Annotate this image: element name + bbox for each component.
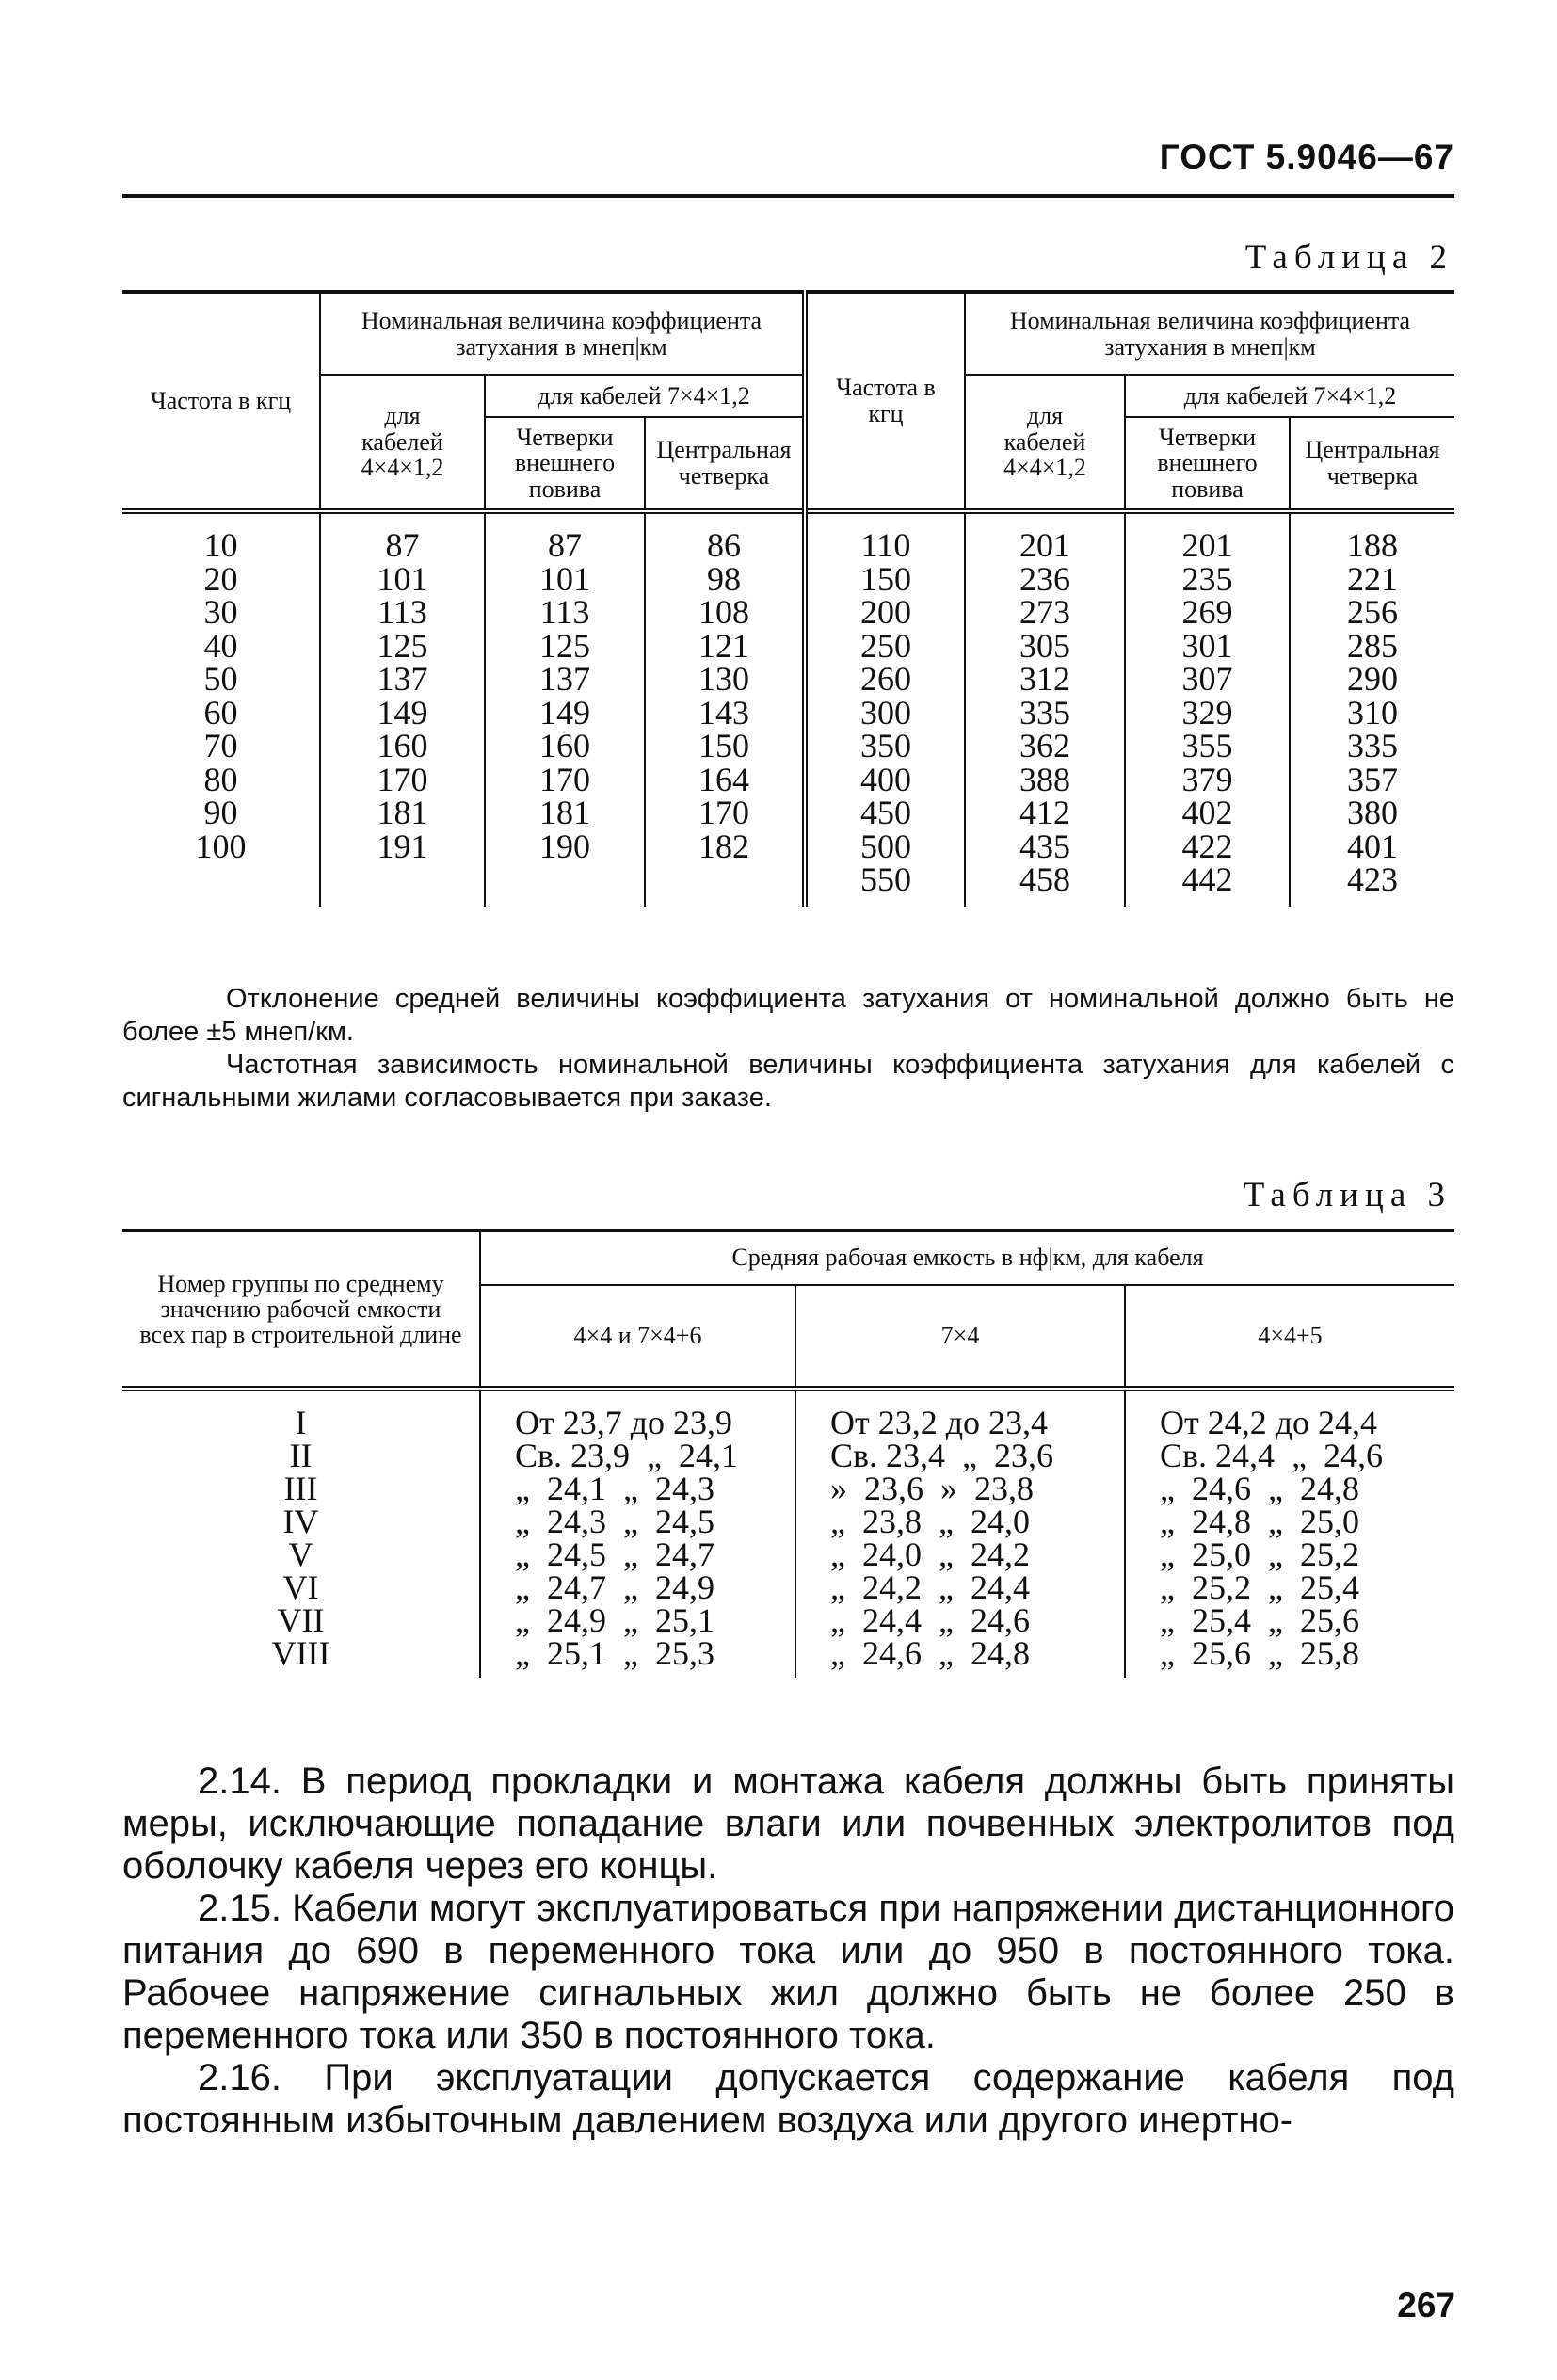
table2-row	[122, 511, 1454, 563]
table2-cell: 357	[1290, 764, 1454, 797]
table2-cell: 90	[203, 794, 238, 831]
table2-cell: 137	[320, 663, 485, 697]
table3-row	[122, 1538, 1454, 1571]
table2-cell: 87	[485, 511, 645, 563]
table2-cell: 412	[965, 796, 1125, 830]
table3-range-cell: „ 24,9 „ 25,1	[480, 1604, 795, 1637]
table3-range-cell: „ 24,0 „ 24,2	[795, 1538, 1125, 1571]
table2-cell: 458	[965, 863, 1125, 907]
table2-cell: 150	[805, 563, 965, 597]
table2-body	[122, 511, 1454, 907]
table2-cell: 310	[1290, 697, 1454, 731]
table3-group-number: I	[295, 1404, 307, 1441]
table2-row	[122, 830, 1454, 864]
table3-row	[122, 1604, 1454, 1637]
table2-row	[122, 863, 1454, 907]
table2-cell: 300	[805, 697, 965, 731]
table2-cell: 236	[965, 563, 1125, 597]
table3-group-number: II	[289, 1437, 313, 1474]
table2-cell: 191	[320, 830, 485, 864]
table3-range-cell: От 24,2 до 24,4	[1125, 1389, 1454, 1439]
table2-header-central-left: Центральная четверка	[645, 417, 805, 511]
table2-cell: 20	[203, 559, 238, 598]
table2-header-4x4-left: для кабелей 4×4×1,2	[320, 375, 485, 511]
table3-range-cell: „ 24,2 „ 24,4	[795, 1571, 1125, 1604]
table2-cell: 143	[645, 697, 805, 731]
table2-cell: 401	[1290, 830, 1454, 864]
table2-cell: 150	[645, 730, 805, 764]
table2-cell: 188	[1290, 511, 1454, 563]
table2-cell: 442	[1125, 863, 1290, 907]
table2-cell: 113	[485, 596, 645, 630]
table2-cell: 40	[203, 626, 238, 665]
table3-header-col2: 7×4	[795, 1285, 1125, 1389]
table2-header-central-right: Центральная четверка	[1290, 417, 1454, 511]
table2-cell: 137	[485, 663, 645, 697]
table2-cell: 201	[965, 511, 1125, 563]
table2-cell: 305	[965, 630, 1125, 664]
table3-row	[122, 1571, 1454, 1604]
page-header	[122, 132, 1454, 198]
table2-cell: 307	[1125, 663, 1290, 697]
table3-row	[122, 1505, 1454, 1538]
section-text	[122, 1761, 1454, 2142]
table3-range-cell: Св. 23,9 „ 24,1	[480, 1439, 795, 1472]
table3-range-cell: „ 25,6 „ 25,8	[1125, 1637, 1454, 1678]
table2-cell	[320, 863, 485, 907]
table2-cell: 121	[645, 630, 805, 664]
table2-caption: Таблица 2	[1244, 238, 1453, 277]
table2-row	[122, 764, 1454, 797]
table2-cell: 113	[320, 596, 485, 630]
table2-cell: 149	[320, 697, 485, 731]
table2-cell: 435	[965, 830, 1125, 864]
table3-range-cell: „ 24,5 „ 24,7	[480, 1538, 795, 1571]
table2-cell: 329	[1125, 697, 1290, 731]
table2	[122, 290, 1454, 907]
table2-cell: 201	[1125, 511, 1290, 563]
table2-cell: 221	[1290, 563, 1454, 597]
table2-header-nominal-left: Номинальная величина коэффициента затухания в мнеп|км	[320, 292, 805, 375]
table3-range-cell: „ 25,2 „ 25,4	[1125, 1571, 1454, 1604]
table3-range-cell: „ 24,6 „ 24,8	[1125, 1472, 1454, 1505]
table2-cell: 125	[320, 630, 485, 664]
table3-range-cell: „ 23,8 „ 24,0	[795, 1505, 1125, 1538]
table2-cell: 50	[203, 660, 238, 698]
table3-range-cell: „ 24,4 „ 24,6	[795, 1604, 1125, 1637]
table2-cell: 170	[320, 764, 485, 797]
table2-cell: 285	[1290, 630, 1454, 664]
table3-range-cell: „ 24,7 „ 24,9	[480, 1571, 795, 1604]
table3-range-cell: „ 25,1 „ 25,3	[480, 1637, 795, 1678]
table2-header-outer-left: Четверки внешнего повива	[485, 417, 645, 511]
table2-cell: 256	[1290, 596, 1454, 630]
table3-group-number: V	[288, 1536, 313, 1573]
table2-cell: 70	[203, 727, 238, 764]
table2-cell: 269	[1125, 596, 1290, 630]
table3-group-number: VI	[282, 1568, 319, 1606]
table3-range-cell: „ 24,6 „ 24,8	[795, 1637, 1125, 1678]
table2-cell: 170	[485, 764, 645, 797]
table2-row	[122, 663, 1454, 697]
table3-range-cell: „ 24,8 „ 25,0	[1125, 1505, 1454, 1538]
table2-cell: 60	[203, 693, 238, 732]
table2-cell: 301	[1125, 630, 1290, 664]
table2-cell: 260	[805, 663, 965, 697]
table3-range-cell: „ 25,0 „ 25,2	[1125, 1538, 1454, 1571]
table2-cell: 86	[645, 511, 805, 563]
table2-cell: 422	[1125, 830, 1290, 864]
table3-body	[122, 1389, 1454, 1678]
table2-row	[122, 697, 1454, 731]
table2-header-7x4-right: для кабелей 7×4×1,2	[1125, 375, 1454, 417]
table3-group-number: VII	[277, 1601, 325, 1639]
table3-range-cell: „ 24,3 „ 24,5	[480, 1505, 795, 1538]
table2-cell: 235	[1125, 563, 1290, 597]
page-number: 267	[1397, 2286, 1455, 2324]
table2-cell: 30	[203, 593, 238, 631]
table2-cell: 181	[485, 796, 645, 830]
table2-cell: 550	[805, 863, 965, 907]
table3-range-cell: От 23,7 до 23,9	[480, 1389, 795, 1439]
table3-row	[122, 1637, 1454, 1678]
table3-header-group: Номер группы по среднему значению рабочей емкости всех пар в строительной длине	[139, 1269, 462, 1349]
table2-row	[122, 796, 1454, 830]
table2-cell	[122, 863, 320, 907]
table2-cell: 110	[805, 511, 965, 563]
table2-cell: 87	[320, 511, 485, 563]
table2-cell: 355	[1125, 730, 1290, 764]
table2-header-7x4-left: для кабелей 7×4×1,2	[485, 375, 805, 417]
table2-cell: 170	[645, 796, 805, 830]
table2-cell: 200	[805, 596, 965, 630]
table3-header-col1: 4×4 и 7×4+6	[480, 1285, 795, 1389]
table2-cell: 335	[965, 697, 1125, 731]
table3	[122, 1229, 1454, 1678]
table3-group-number: III	[283, 1470, 318, 1507]
table2-cell	[485, 863, 645, 907]
table2-cell: 380	[1290, 796, 1454, 830]
table2-row	[122, 596, 1454, 630]
table2-row	[122, 730, 1454, 764]
table2-cell: 98	[645, 563, 805, 597]
table2-cell: 149	[485, 697, 645, 731]
table2-cell: 312	[965, 663, 1125, 697]
table2-cell: 250	[805, 630, 965, 664]
table2-cell: 101	[320, 563, 485, 597]
table3-range-cell: Св. 23,4 „ 23,6	[795, 1439, 1125, 1472]
note-frequency-dependence: Частотная зависимость номинальной величины коэффициента затухания для кабелей с сигнальными жилами согласовывается при заказе.	[122, 1050, 1454, 1113]
table2-cell: 273	[965, 596, 1125, 630]
table2-cell: 160	[320, 730, 485, 764]
table2-cell: 379	[1125, 764, 1290, 797]
table2-cell: 10	[203, 526, 238, 564]
table2-header-outer-right: Четверки внешнего повива	[1125, 417, 1290, 511]
table2-cell: 80	[203, 760, 238, 798]
table3-row	[122, 1472, 1454, 1505]
note-deviation: Отклонение средней величины коэффициента затухания от номинальной должно быть не более ±5 мнеп/км.	[122, 984, 1454, 1047]
table2-cell: 500	[805, 830, 965, 864]
table2-cell: 181	[320, 796, 485, 830]
clause-2-14: 2.14. В период прокладки и монтажа кабеля должны быть приняты меры, исключающие попадание влаги или почвенных электролитов под оболочку кабеля через его концы.	[122, 1761, 1454, 1887]
table2-cell: 164	[645, 764, 805, 797]
table2-cell: 335	[1290, 730, 1454, 764]
table3-range-cell: » 23,6 » 23,8	[795, 1472, 1125, 1505]
table2-cell: 125	[485, 630, 645, 664]
table2-cell: 423	[1290, 863, 1454, 907]
table2-cell: 450	[805, 796, 965, 830]
table2-cell: 182	[645, 830, 805, 864]
table3-row	[122, 1439, 1454, 1472]
table3-range-cell: От 23,2 до 23,4	[795, 1389, 1125, 1439]
clause-2-16: 2.16. При эксплуатации допускается содержание кабеля под постоянным избыточным давлением воздуха или другого инертно-	[122, 2057, 1454, 2141]
table3-header-col3: 4×4+5	[1125, 1285, 1454, 1389]
table2-cell: 100	[195, 827, 247, 865]
table2-row	[122, 563, 1454, 597]
table3-range-cell: „ 24,1 „ 24,3	[480, 1472, 795, 1505]
table2-header-4x4-right: для кабелей 4×4×1,2	[965, 375, 1125, 511]
table3-group-number: VIII	[271, 1634, 330, 1672]
document-code: ГОСТ 5.9046—67	[1159, 137, 1454, 176]
table3-header-capacity: Средняя рабочая емкость в нф|км, для кабеля	[480, 1230, 1454, 1285]
table3-caption: Таблица 3	[1243, 1176, 1452, 1214]
table2-row	[122, 630, 1454, 664]
table3-range-cell: Св. 24,4 „ 24,6	[1125, 1439, 1454, 1472]
table2-cell: 101	[485, 563, 645, 597]
table2-notes	[122, 983, 1454, 1115]
table2-header-frequency-left: Частота в кгц	[150, 387, 292, 415]
table2-cell: 400	[805, 764, 965, 797]
table2-cell: 108	[645, 596, 805, 630]
table2-cell: 362	[965, 730, 1125, 764]
table2-cell: 350	[805, 730, 965, 764]
table2-cell: 290	[1290, 663, 1454, 697]
table2-cell: 190	[485, 830, 645, 864]
table2-header-nominal-right: Номинальная величина коэффициента затухания в мнеп|км	[965, 292, 1454, 375]
clause-2-15: 2.15. Кабели могут эксплуатироваться при напряжении дистанционного питания до 690 в переменного тока или до 950 в постоянного тока. Рабочее напряжение сигнальных жил должно быть не более 250 в переменного тока или 350 в постоянного тока.	[122, 1888, 1454, 2056]
header-rule	[122, 194, 1454, 198]
table3-row	[122, 1389, 1454, 1439]
table2-cell: 402	[1125, 796, 1290, 830]
table3-range-cell: „ 25,4 „ 25,6	[1125, 1604, 1454, 1637]
table2-cell	[645, 863, 805, 907]
table2-header-frequency-right: Частота в кгц	[805, 292, 965, 511]
table2-cell: 160	[485, 730, 645, 764]
table3-group-number: IV	[282, 1503, 319, 1540]
table2-cell: 130	[645, 663, 805, 697]
table2-cell: 388	[965, 764, 1125, 797]
